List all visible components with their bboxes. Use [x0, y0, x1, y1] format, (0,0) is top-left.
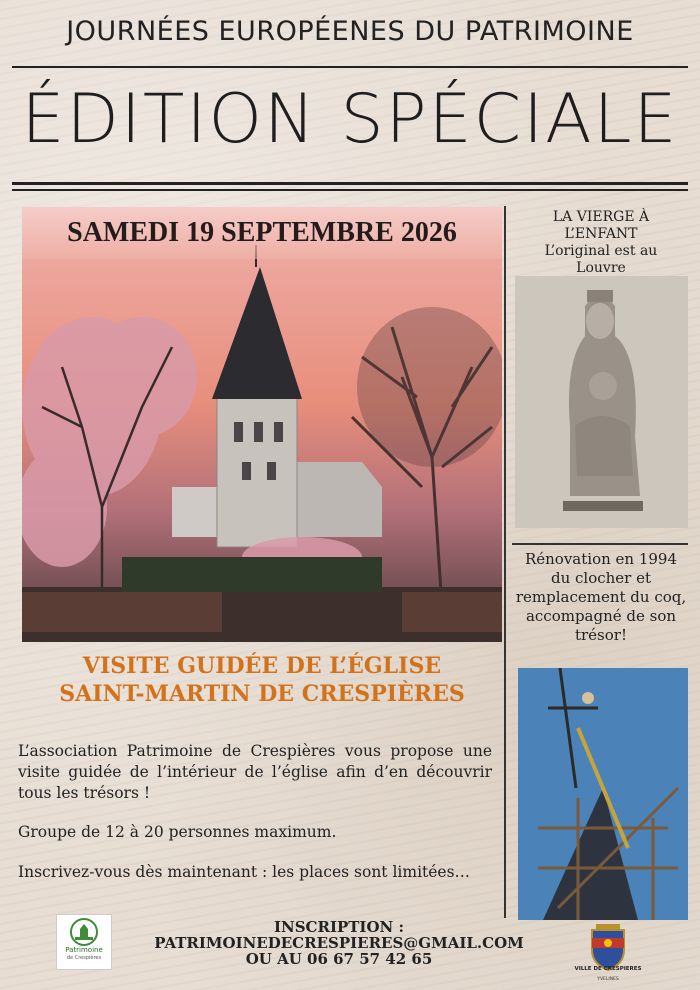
- renovation-caption: Rénovation en 1994 du clocher et remplacement du coq, accompagné de son trésor!: [515, 550, 687, 644]
- event-date: SAMEDI 19 SEPTEMBRE 2026: [67, 217, 457, 248]
- sidebar-rule: [512, 543, 688, 545]
- inscription-email[interactable]: PATRIMOINEDECRESPIERES@GMAIL.COM: [154, 934, 524, 952]
- edition-title: ÉDITION SPÉCIALE: [21, 80, 679, 159]
- vierge-caption: [514, 209, 688, 277]
- header-rule-top: [12, 66, 688, 68]
- city-crest-icon: [588, 924, 628, 972]
- vierge-caption-line1: LA VIERGE À: [552, 209, 650, 225]
- church-logo-icon: [69, 917, 99, 947]
- bell-tower-photo: [518, 668, 688, 920]
- city-crest-label: VILLE DE CRESPIERES: [574, 966, 642, 972]
- visit-title: [22, 652, 502, 708]
- vierge-statue-photo: [515, 276, 688, 528]
- registration-paragraph: Inscrivez-vous dès maintenant : les places sont limitées…: [18, 863, 471, 881]
- association-logo: [56, 914, 112, 970]
- header-rule-bottom-2: [12, 189, 688, 191]
- inscription-title: INSCRIPTION :: [274, 918, 404, 936]
- visit-title-line2: SAINT-MARTIN DE CRESPIÈRES: [59, 681, 465, 707]
- column-divider: [504, 206, 506, 918]
- vierge-caption-line3: L’original est au: [544, 243, 658, 259]
- inscription-phone[interactable]: OU AU 06 67 57 42 65: [245, 950, 433, 968]
- header-rule-bottom-1: [12, 182, 688, 185]
- association-logo-name: Patrimoine: [65, 946, 103, 954]
- visit-title-line1: VISITE GUIDÉE DE L’ÉGLISE: [82, 653, 442, 679]
- event-title: JOURNÉES EUROPÉENES DU PATRIMOINE: [66, 16, 634, 47]
- association-logo-sub: de Crespières: [66, 955, 102, 961]
- vierge-caption-line2: L’ENFANT: [564, 226, 638, 242]
- intro-paragraph: L’association Patrimoine de Crespières vous propose une visite guidée de l’intérieur de l’église afin d’en découvrir tous les trésors !: [18, 742, 492, 802]
- church-photo: [22, 207, 502, 642]
- group-size-paragraph: Groupe de 12 à 20 personnes maximum.: [18, 823, 337, 841]
- city-crest-sub: YVELINES: [597, 977, 619, 982]
- vierge-caption-line4: Louvre: [576, 260, 626, 276]
